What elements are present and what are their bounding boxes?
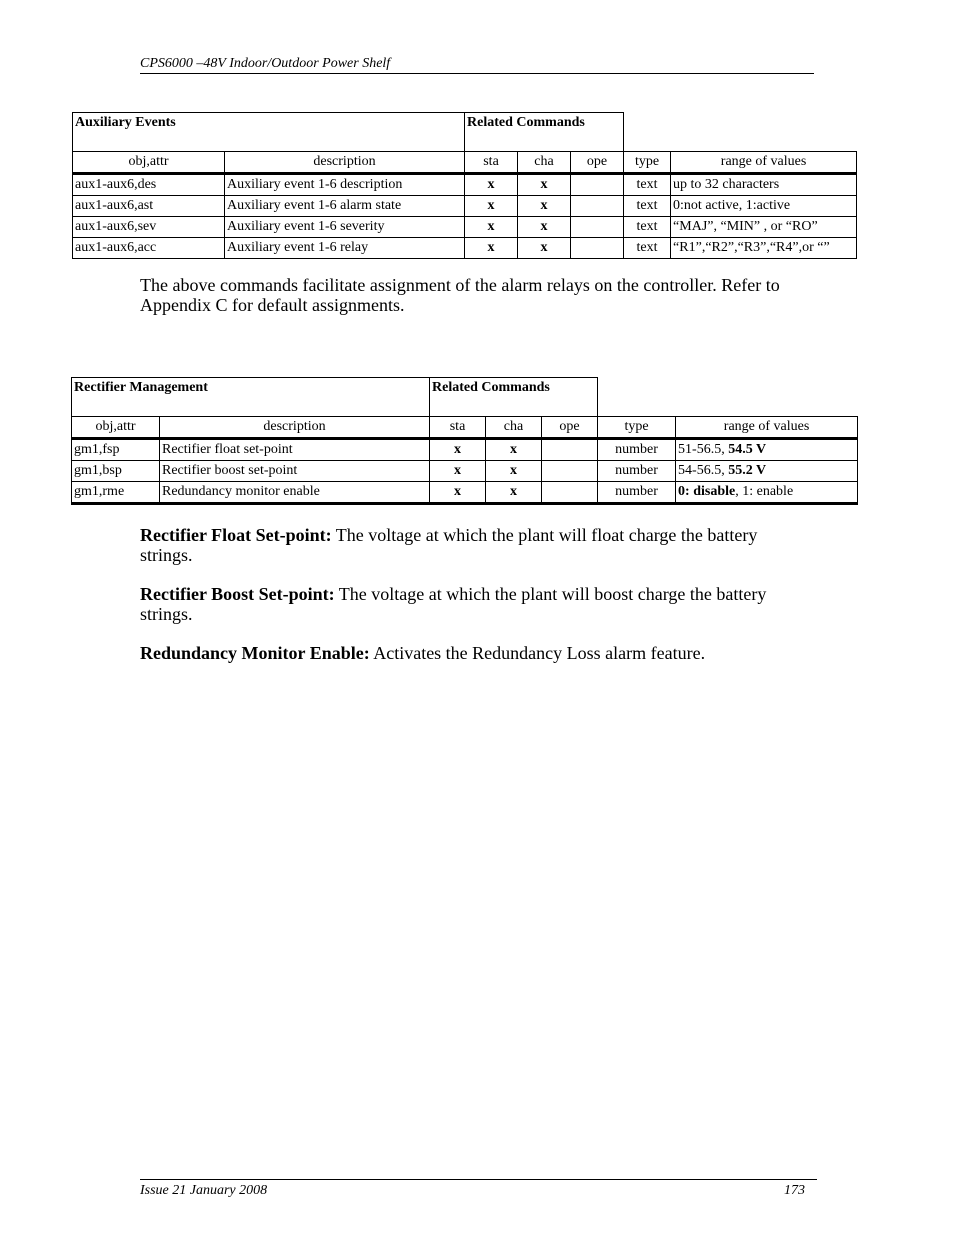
type-cell: text: [624, 174, 671, 196]
type-cell: number: [598, 461, 676, 482]
sta-cell: x: [430, 439, 486, 461]
description-cell: Redundancy monitor enable: [160, 482, 430, 504]
description-cell: Auxiliary event 1-6 relay: [225, 238, 465, 259]
sta-cell: x: [465, 238, 518, 259]
description-cell: Auxiliary event 1-6 alarm state: [225, 196, 465, 217]
related-commands-label: Related Commands: [430, 378, 598, 417]
description-cell: Rectifier float set-point: [160, 439, 430, 461]
obj-attr-cell: aux1-aux6,ast: [73, 196, 225, 217]
table-title: Rectifier Management: [72, 378, 430, 417]
table-row: [72, 482, 858, 504]
table-row: [73, 217, 857, 238]
table-row: [72, 461, 858, 482]
range-cell: “R1”,“R2”,“R3”,“R4”,or “”: [671, 238, 857, 259]
cha-cell: x: [486, 461, 542, 482]
definition-boost-setpoint: Rectifier Boost Set-point: The voltage at which the plant will boost charge the battery strings.: [140, 584, 767, 624]
range-cell: 54-56.5, 55.2 V: [676, 461, 858, 482]
column-header: range of values: [676, 417, 858, 439]
type-cell: number: [598, 439, 676, 461]
type-cell: number: [598, 482, 676, 504]
footer-rule: [140, 1179, 817, 1180]
description-cell: Auxiliary event 1-6 description: [225, 174, 465, 196]
cha-cell: x: [486, 439, 542, 461]
definition-float-setpoint: Rectifier Float Set-point: The voltage at which the plant will float charge the battery strings.: [140, 525, 758, 565]
table-row: [73, 238, 857, 259]
range-cell: 0:not active, 1:active: [671, 196, 857, 217]
range-cell: “MAJ”, “MIN” , or “RO”: [671, 217, 857, 238]
obj-attr-cell: aux1-aux6,sev: [73, 217, 225, 238]
column-header: sta: [465, 152, 518, 174]
footer-issue-date: Issue 21 January 2008: [140, 1183, 268, 1198]
column-header: type: [598, 417, 676, 439]
range-cell: 0: disable, 1: enable: [676, 482, 858, 504]
cha-cell: x: [486, 482, 542, 504]
obj-attr-cell: aux1-aux6,acc: [73, 238, 225, 259]
cha-cell: x: [518, 196, 571, 217]
type-cell: text: [624, 217, 671, 238]
column-header: description: [160, 417, 430, 439]
obj-attr-cell: gm1,bsp: [72, 461, 160, 482]
cha-cell: x: [518, 174, 571, 196]
cha-cell: x: [518, 238, 571, 259]
column-header: type: [624, 152, 671, 174]
sta-cell: x: [465, 196, 518, 217]
auxiliary-events-table: [72, 112, 857, 259]
table-title: Auxiliary Events: [73, 113, 465, 152]
rectifier-management-table: [71, 377, 858, 505]
ope-cell: [542, 482, 598, 504]
range-cell: up to 32 characters: [671, 174, 857, 196]
header-rule: [140, 73, 814, 74]
column-header: obj,attr: [72, 417, 160, 439]
description-cell: Auxiliary event 1-6 severity: [225, 217, 465, 238]
table-row: [73, 196, 857, 217]
cha-cell: x: [518, 217, 571, 238]
sta-cell: x: [430, 482, 486, 504]
column-header: range of values: [671, 152, 857, 174]
sta-cell: x: [465, 174, 518, 196]
ope-cell: [542, 461, 598, 482]
obj-attr-cell: aux1-aux6,des: [73, 174, 225, 196]
ope-cell: [571, 174, 624, 196]
column-header: cha: [518, 152, 571, 174]
ope-cell: [542, 439, 598, 461]
type-cell: text: [624, 238, 671, 259]
page-header-title: CPS6000 –48V Indoor/Outdoor Power Shelf: [140, 56, 391, 71]
sta-cell: x: [430, 461, 486, 482]
sta-cell: x: [465, 217, 518, 238]
column-header: ope: [542, 417, 598, 439]
range-cell: 51-56.5, 54.5 V: [676, 439, 858, 461]
obj-attr-cell: gm1,fsp: [72, 439, 160, 461]
description-cell: Rectifier boost set-point: [160, 461, 430, 482]
auxiliary-commands-note: The above commands facilitate assignment of the alarm relays on the controller. Refer to Appendix C for default assignments.: [140, 275, 780, 315]
column-header: cha: [486, 417, 542, 439]
ope-cell: [571, 238, 624, 259]
ope-cell: [571, 196, 624, 217]
obj-attr-cell: gm1,rme: [72, 482, 160, 504]
ope-cell: [571, 217, 624, 238]
table-row: [72, 439, 858, 461]
column-header: sta: [430, 417, 486, 439]
table-row: [73, 174, 857, 196]
column-header: description: [225, 152, 465, 174]
column-header: obj,attr: [73, 152, 225, 174]
type-cell: text: [624, 196, 671, 217]
column-header: ope: [571, 152, 624, 174]
page-number: 173: [784, 1183, 805, 1198]
related-commands-label: Related Commands: [465, 113, 624, 152]
definition-redundancy-monitor: Redundancy Monitor Enable: Activates the Redundancy Loss alarm feature.: [140, 643, 706, 663]
